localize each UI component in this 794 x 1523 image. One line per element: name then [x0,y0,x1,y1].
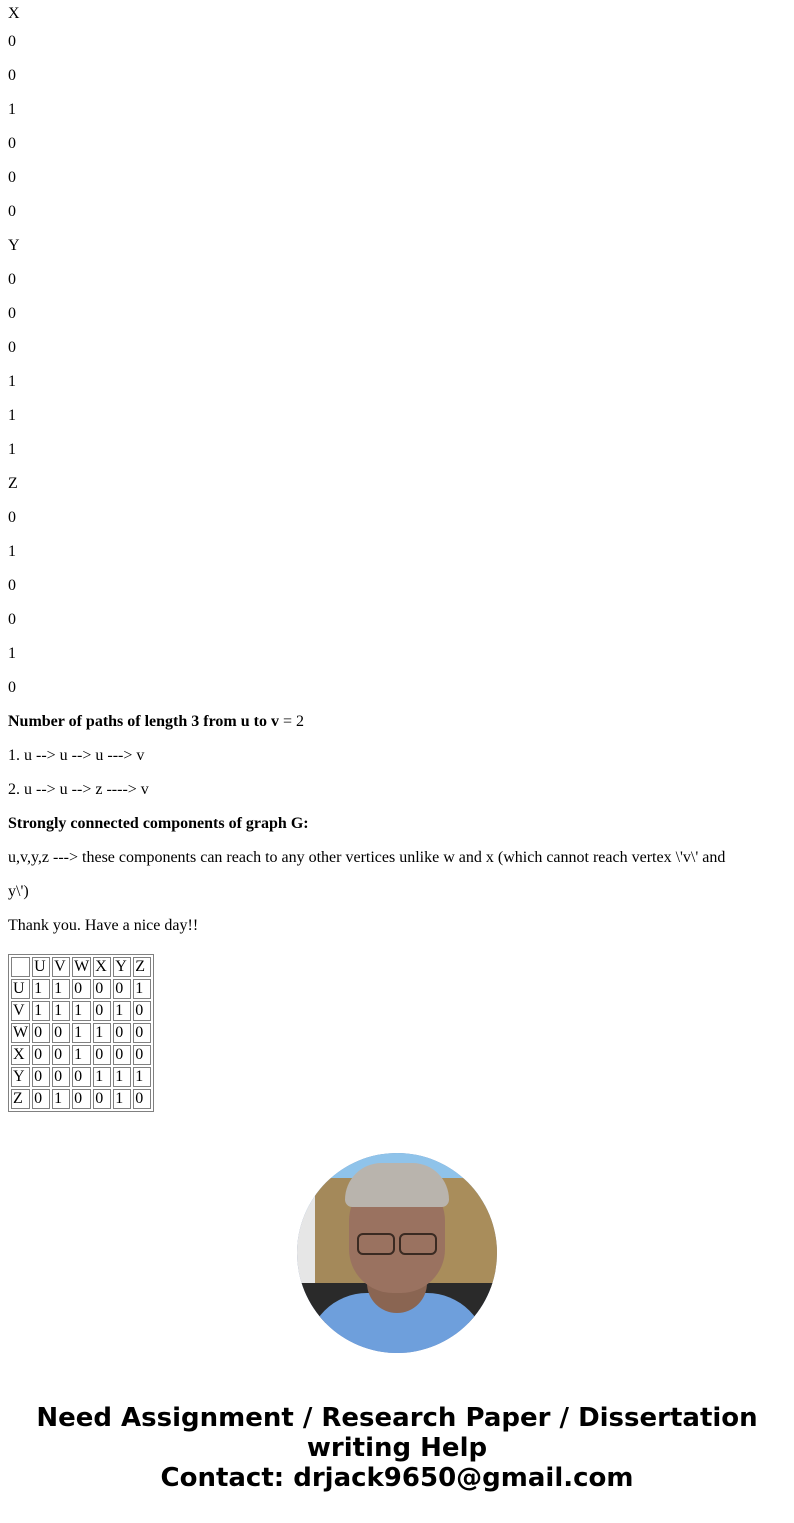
list-value: 0 [8,67,16,84]
table-cell: 1 [32,1001,50,1021]
list-value: 1 [8,441,16,458]
table-cell: Y [11,1067,30,1087]
table-cell: V [11,1001,30,1021]
table-cell: 1 [52,979,70,999]
table-cell: 0 [133,1023,151,1043]
paths-heading-label: Number of paths of length 3 from u to v [8,713,279,730]
closing-text: Thank you. Have a nice day!! [8,917,199,934]
table-cell: 1 [72,1001,91,1021]
table-cell: 0 [72,979,91,999]
table-cell: 0 [52,1045,70,1065]
table-cell: 0 [93,979,111,999]
table-cell: 1 [72,1023,91,1043]
table-header-cell: Z [133,957,151,977]
list-value: 1 [8,407,16,424]
table-cell: U [11,979,30,999]
list-value: 0 [8,577,16,594]
table-cell: 1 [93,1023,111,1043]
table-cell: 1 [133,979,151,999]
list-value: 1 [8,373,16,390]
list-label: X [8,5,20,22]
table-cell: 1 [133,1067,151,1087]
table-cell: 0 [52,1023,70,1043]
table-cell: 1 [93,1067,111,1087]
scc-text-line-2: y\') [8,883,29,900]
author-photo-icon [297,1153,497,1353]
table-cell: 1 [32,979,50,999]
promo-line-2: writing Help [306,1433,488,1463]
list-label: Y [8,237,20,254]
table-cell: 0 [32,1067,50,1087]
scc-heading-label: Strongly connected components of graph G: [8,815,309,832]
table-row [11,1045,151,1065]
table-row [11,979,151,999]
table-cell: 0 [133,1089,151,1109]
paths-heading [8,708,786,742]
table-cell: W [13,1024,29,1041]
table-row [11,1089,151,1109]
promo-banner [0,1403,794,1493]
list-value: 0 [8,305,16,322]
adjacency-matrix-table [8,954,154,1112]
list-value: 0 [8,169,16,186]
list-value: 1 [8,543,16,560]
list-value: 0 [8,33,16,50]
scc-text-line-1: u,v,y,z ---> these components can reach to any other vertices unlike w and x (which cannot reach vertex \'v\' and [8,849,726,866]
scc-heading [8,810,786,844]
list-value: 1 [8,101,16,118]
table-cell: 0 [133,1001,151,1021]
table-cell: Z [11,1089,30,1109]
list-value: 1 [8,645,16,662]
path-item: 1. u --> u --> u ---> v [8,747,145,764]
path-item: 2. u --> u --> z ----> v [8,781,149,798]
table-cell: 0 [72,1067,91,1087]
paths-count: = 2 [278,713,304,730]
table-cell: 1 [113,1089,131,1109]
table-header-row [11,957,151,977]
table-cell: 1 [72,1045,91,1065]
table-cell: 1 [113,1001,131,1021]
vertical-list-x [8,0,786,232]
table-cell: 0 [113,1045,131,1065]
table-cell: 0 [93,1089,111,1109]
table-cell: X [11,1045,30,1065]
table-cell: 0 [133,1045,151,1065]
table-cell: 0 [52,1067,70,1087]
table-header-cell: Y [113,957,131,977]
list-value: 0 [8,509,16,526]
table-header-cell: U [32,957,50,977]
list-value: 0 [8,135,16,152]
list-value: 0 [8,271,16,288]
table-cell: 0 [113,1023,131,1043]
table-row [11,1067,151,1087]
vertical-list-z [8,470,786,708]
table-row [11,1023,151,1043]
table-cell: 0 [113,979,131,999]
table-cell: 0 [32,1045,50,1065]
table-header-cell: W [74,958,90,975]
table-cell: 1 [52,1001,70,1021]
table-cell: 1 [52,1089,70,1109]
table-cell: 0 [32,1023,50,1043]
vertical-list-y [8,232,786,470]
table-header-cell [11,957,30,977]
table-cell: 1 [113,1067,131,1087]
table-cell: 0 [32,1089,50,1109]
table-cell: 0 [72,1089,91,1109]
promo-contact: Contact: drjack9650@gmail.com [160,1463,634,1493]
list-label: Z [8,475,18,492]
list-value: 0 [8,203,16,220]
table-cell: 0 [93,1001,111,1021]
table-row [11,1001,151,1021]
table-header-cell: V [52,957,70,977]
list-value: 0 [8,679,16,696]
list-value: 0 [8,611,16,628]
table-header-cell: X [93,957,111,977]
promo-line-1: Need Assignment / Research Paper / Dissertation [36,1403,758,1433]
table-cell: 0 [93,1045,111,1065]
list-value: 0 [8,339,16,356]
